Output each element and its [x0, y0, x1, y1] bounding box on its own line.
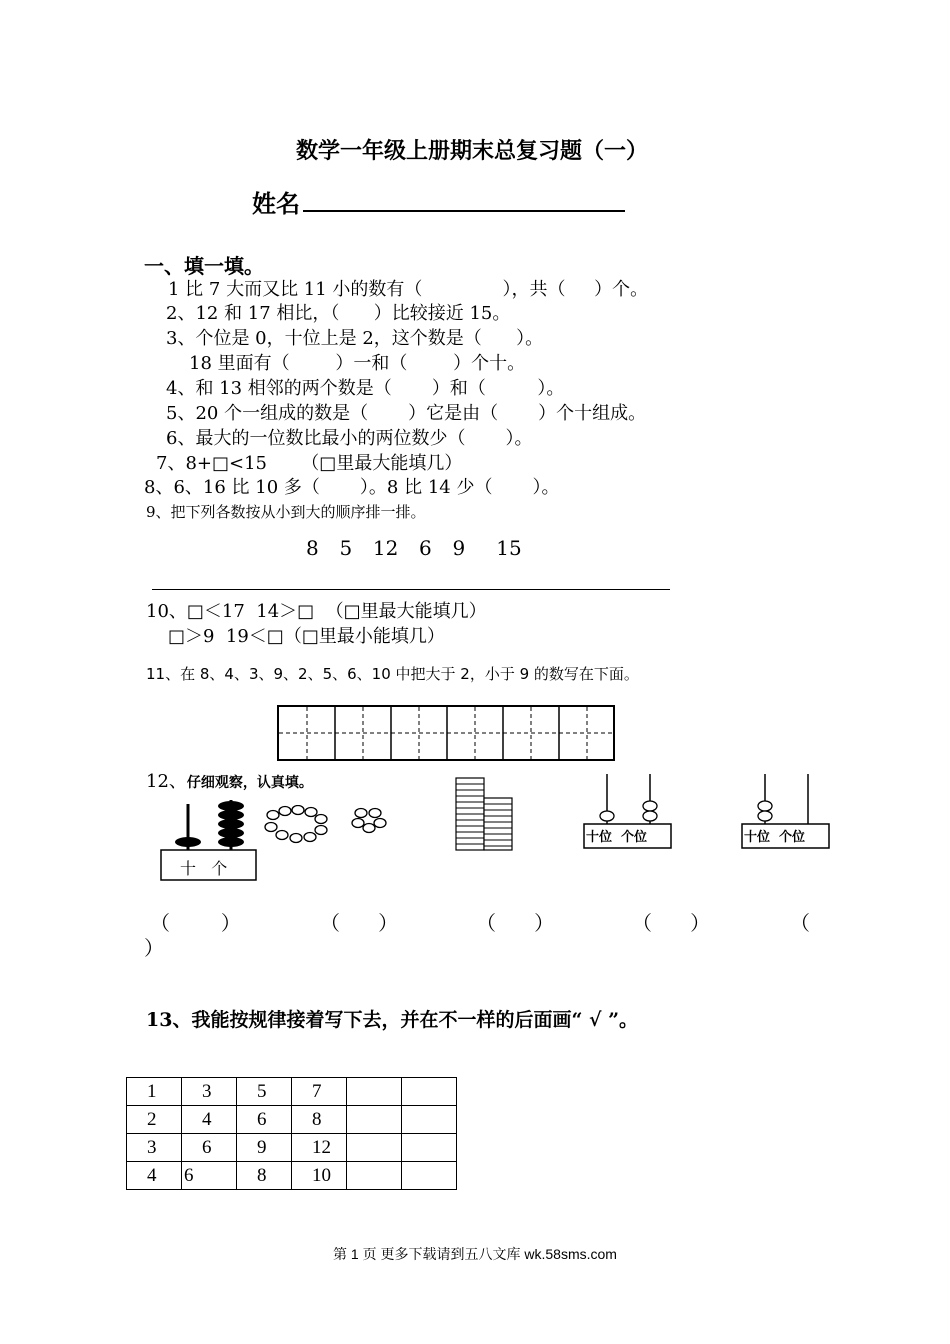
- table-cell: 12: [292, 1134, 347, 1162]
- q11-writing-grid[interactable]: [277, 705, 615, 761]
- table-row: [127, 1134, 457, 1162]
- q12-answer-5-close: ）: [144, 936, 164, 960]
- table-cell: 6: [182, 1162, 237, 1190]
- abacus-1-labels: 十 个: [180, 859, 228, 878]
- q9-answer-line[interactable]: [152, 589, 670, 590]
- question-13: 13、我能按规律接着写下去，并在不一样的后面画“ √ ”。: [146, 1009, 639, 1031]
- question-10: 10、□＜17 14＞□ （□里最大能填几）: [146, 601, 487, 622]
- table-cell: 8: [237, 1162, 292, 1190]
- q12-answer-5[interactable]: （: [790, 911, 810, 935]
- question-10b: □＞9 19＜□（□里最小能填几）: [168, 626, 445, 647]
- question-2: 2、12 和 17 相比，（ ）比较接近 15。: [166, 303, 511, 324]
- table-row: [127, 1162, 457, 1190]
- question-12-title: 12、仔细观察，认真填。: [146, 771, 313, 792]
- name-field[interactable]: [303, 210, 625, 212]
- question-8: 8、6、16 比 10 多（ ）。8 比 14 少（ ）。: [144, 477, 560, 498]
- q12-answer-4[interactable]: （ ）: [632, 911, 711, 935]
- bar-stacks-icon: [454, 776, 516, 852]
- table-cell: 3: [182, 1078, 237, 1106]
- table-answer-cell[interactable]: [402, 1078, 457, 1106]
- q13-table: [126, 1077, 457, 1190]
- table-answer-cell[interactable]: [347, 1162, 402, 1190]
- q9-numbers: 8 5 12 6 9 15: [306, 536, 522, 560]
- circle-cluster-icon: [351, 806, 387, 834]
- question-4: 4、和 13 相邻的两个数是（ ）和（ ）。: [166, 378, 565, 399]
- table-cell: 9: [237, 1134, 292, 1162]
- question-11: 11、在 8、4、3、9、2、5、6、10 中把大于 2，小于 9 的数写在下面。: [146, 665, 639, 683]
- table-cell: 4: [182, 1106, 237, 1134]
- table-cell: 3: [127, 1134, 182, 1162]
- table-cell: 2: [127, 1106, 182, 1134]
- page-title: 数学一年级上册期末总复习题（一）: [296, 138, 649, 164]
- table-cell: 7: [292, 1078, 347, 1106]
- table-row: [127, 1078, 457, 1106]
- table-cell: 5: [237, 1078, 292, 1106]
- abacus-2-labels: 十位 个位: [586, 830, 648, 845]
- question-3: 3、个位是 0，十位上是 2，这个数是（ ）。: [166, 328, 544, 349]
- q12-answer-2[interactable]: （ ）: [320, 911, 399, 935]
- table-answer-cell[interactable]: [402, 1162, 457, 1190]
- table-row: [127, 1106, 457, 1134]
- table-cell: 1: [127, 1078, 182, 1106]
- table-answer-cell[interactable]: [347, 1106, 402, 1134]
- table-cell: 6: [237, 1106, 292, 1134]
- table-answer-cell[interactable]: [347, 1134, 402, 1162]
- q12-answer-1[interactable]: （ ）: [150, 911, 241, 935]
- table-cell: 6: [182, 1134, 237, 1162]
- table-answer-cell[interactable]: [402, 1106, 457, 1134]
- abacus-3-labels: 十位 个位: [744, 830, 806, 845]
- table-answer-cell[interactable]: [402, 1134, 457, 1162]
- section-heading: 一、填一填。: [144, 254, 264, 278]
- question-5: 5、20 个一组成的数是（ ）它是由（ ）个十组成。: [166, 403, 647, 424]
- table-answer-cell[interactable]: [347, 1078, 402, 1106]
- question-7: 7、8+□<15 （□里最大能填几）: [156, 453, 463, 474]
- name-label: 姓名: [252, 189, 300, 218]
- page-footer: 第 1 页 更多下载请到五八文库 wk.58sms.com: [333, 1246, 617, 1262]
- table-cell: 8: [292, 1106, 347, 1134]
- q12-answer-3[interactable]: （ ）: [476, 911, 555, 935]
- question-9: 9、把下列各数按从小到大的顺序排一排。: [146, 503, 426, 521]
- table-cell: 4: [127, 1162, 182, 1190]
- question-1: 1 比 7 大而又比 11 小的数有（ ），共（ ）个。: [168, 279, 649, 300]
- question-3b: 18 里面有（ ）一和（ ）个十。: [189, 353, 526, 374]
- grid-lines: [279, 707, 613, 759]
- circle-ring-icon: [263, 805, 329, 845]
- table-cell: 10: [292, 1162, 347, 1190]
- question-6: 6、最大的一位数比最小的两位数少（ ）。: [166, 428, 533, 449]
